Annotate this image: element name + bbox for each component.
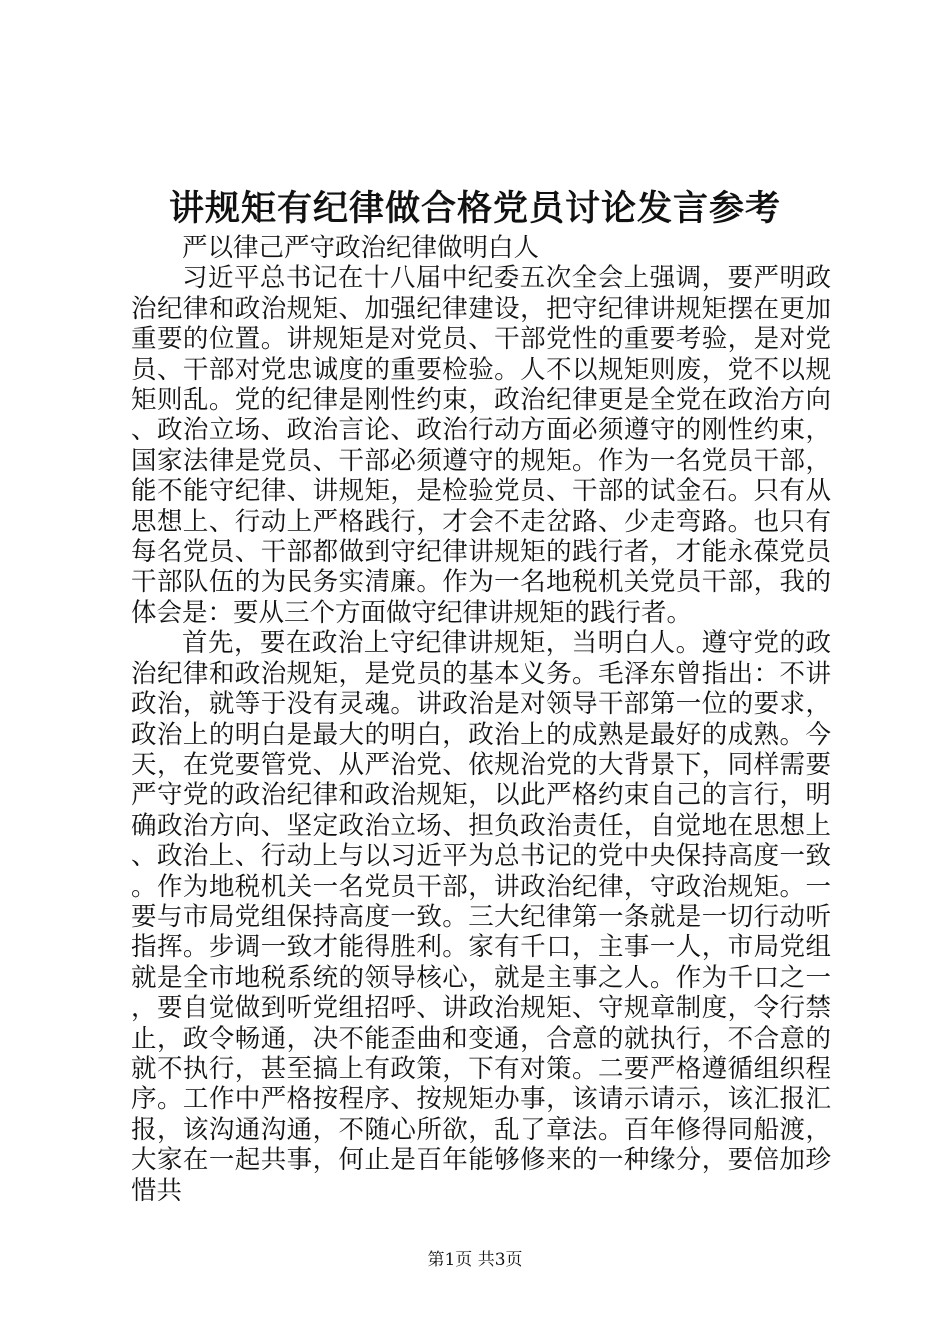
document-body xyxy=(131,233,831,1206)
body-paragraph: 首先，要在政治上守纪律讲规矩，当明白人。遵守党的政治纪律和政治规矩，是党员的基本义务。毛泽东曾指出：不讲政治，就等于没有灵魂。讲政治是对领导干部第一位的要求，政治上的明白是最大的明白，政治上的成熟是最好的成熟。今天，在党要管党、从严治党、依规治党的大背景下，同样需要严守党的政治纪律和政治规矩，以此严格约束自己的言行，明确政治方向、坚定政治立场、担负政治责任，自觉地在思想上、政治上、行动上与以习近平为总书记的党中央保持高度一致。作为地税机关一名党员干部，讲政治纪律，守政治规矩。一要与市局党组保持高度一致。三大纪律第一条就是一切行动听指挥。步调一致才能得胜利。家有千口，主事一人，市局党组就是全市地税系统的领导核心，就是主事之人。作为千口之一，要自觉做到听党组招呼、讲政治规矩、守规章制度，令行禁止，政令畅通，决不能歪曲和变通，合意的就执行，不合意的就不执行，甚至搞上有政策，下有对策。二要严格遵循组织程序。工作中严格按程序、按规矩办事，该请示请示，该汇报汇报，该沟通沟通，不随心所欲，乱了章法。百年修得同船渡，大家在一起共事，何止是百年能够修来的一种缘分，要倍加珍惜共 xyxy=(131,628,831,1206)
document-title: 讲规矩有纪律做合格党员讨论发言参考 xyxy=(168,189,781,229)
body-paragraph: 习近平总书记在十八届中纪委五次全会上强调，要严明政治纪律和政治规矩、加强纪律建设，把守纪律讲规矩摆在更加重要的位置。讲规矩是对党员、干部党性的重要考验，是对党员、干部对党忠诚度的重要检验。人不以规矩则废，党不以规矩则乱。党的纪律是刚性约束，政治纪律更是全党在政治方向、政治立场、政治言论、政治行动方面必须遵守的刚性约束，国家法律是党员、干部必须遵守的规矩。作为一名党员干部，能不能守纪律、讲规矩，是检验党员、干部的试金石。只有从思想上、行动上严格践行，才会不走岔路、少走弯路。也只有每名党员、干部都做到守纪律讲规矩的践行者，才能永葆党员干部队伍的为民务实清廉。作为一名地税机关党员干部，我的体会是：要从三个方面做守纪律讲规矩的践行者。 xyxy=(131,263,831,628)
page-footer xyxy=(0,1248,950,1272)
subtitle-paragraph: 严以律己严守政治纪律做明白人 xyxy=(182,233,540,263)
page-number: 第1页 共3页 xyxy=(427,1250,523,1270)
